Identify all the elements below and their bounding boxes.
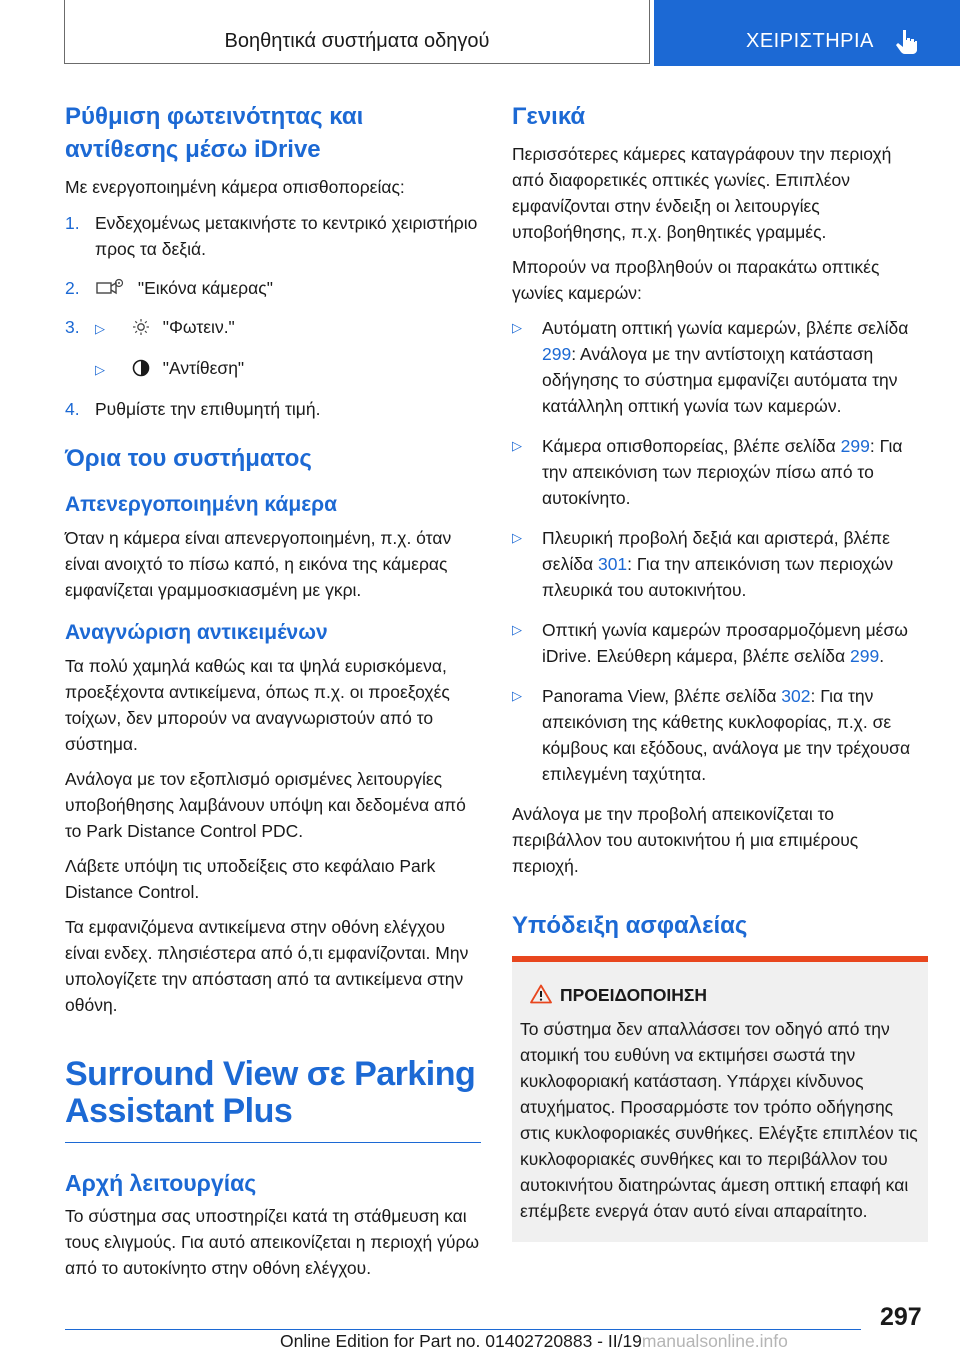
bullet-arrow-icon: ▷ xyxy=(512,438,522,453)
list-item xyxy=(512,525,928,603)
detection-paragraph: Λάβετε υπόψη τις υποδείξεις στο κεφάλαιο Park Distance Control. xyxy=(65,856,436,902)
page-reference-link[interactable]: 299 xyxy=(840,436,870,456)
brightness-contrast-heading: Ρύθμιση φωτεινότητας και αντίθεσης μέσω iDrive xyxy=(65,103,364,163)
principle-heading: Αρχή λειτουργίας xyxy=(65,1170,257,1196)
step-text: Ενδεχομένως μετακινήστε το κεντρικό χειριστήριο προς τα δεξιά. xyxy=(95,213,478,259)
camera-views-list xyxy=(512,315,928,787)
bullet-text: : Ανάλογα με την αντίστοιχη κατάσταση οδήγησης το σύστημα εμφανίζει αυτόματα την κατάλληλη οπτική γωνία των καμερών. xyxy=(542,344,898,416)
step-number: 1. xyxy=(65,213,80,233)
warning-heading xyxy=(520,982,920,1008)
bullet-text: : Για την απεικόνιση των περιοχών πλευρικά του αυτοκινήτου. xyxy=(542,554,894,600)
detection-paragraph: Τα εμφανιζόμενα αντικείμενα στην οθόνη ελέγχου είναι ενδεχ. πλησιέστερα από ό,τι εμφανίζονται. Μην υπολογίζετε την απόσταση από τα αντικείμενα στην οθόνη. xyxy=(65,917,469,1015)
right-column xyxy=(512,100,928,1242)
hand-pointer-icon xyxy=(894,28,920,54)
footer-edition xyxy=(280,1331,788,1352)
step-number: 4. xyxy=(65,399,80,419)
detection-paragraph: Ανάλογα με τον εξοπλισμό ορισμένες λειτουργίες υποβοήθησης λαμβάνουν υπόψη και δεδομένα από το Park Distance Control PDC. xyxy=(65,769,466,841)
step-number: 2. xyxy=(65,278,80,298)
intro-text: Με ενεργοποιημένη κάμερα οπισθοπορείας: xyxy=(65,177,405,197)
chapter-tab[interactable] xyxy=(654,0,960,66)
step-text: "Εικόνα κάμερας" xyxy=(137,278,273,298)
bullet-arrow-icon: ▷ xyxy=(512,530,522,545)
bullet-text: : Για την απεικόνιση της κάθετης κυκλοφορίας, π.χ. σε κόμβους και εξόδους, ανάλογα με την τρέχουσα επιλεγμένη ταχύτητα. xyxy=(542,686,911,784)
list-item xyxy=(512,433,928,511)
page-reference-link[interactable]: 299 xyxy=(849,646,880,666)
step-4 xyxy=(65,396,481,422)
step-2 xyxy=(65,275,481,301)
section-title: Βοηθητικά συστήματα οδηγού xyxy=(224,30,490,52)
general-heading: Γενικά xyxy=(512,103,586,130)
edition-text: Online Edition for Part no. 01402720883 - II/19 xyxy=(280,1331,642,1351)
list-item xyxy=(512,315,928,419)
principle-text: Το σύστημα σας υποστηρίζει κατά τη στάθμευση και τους ελιγμούς. Για αυτό απεικονίζεται η περιοχή γύρω από το αυτοκίνητο στην οθόνη ελέγχου. xyxy=(65,1206,480,1278)
object-detection-heading: Αναγνώριση αντικειμένων xyxy=(65,621,328,644)
page-number: 297 xyxy=(880,1303,922,1331)
step-3 xyxy=(65,314,481,342)
warning-text: Το σύστημα δεν απαλλάσσει τον οδηγό από την ατομική του ευθύνη να εκτιμήσει σωστά την κυκλοφοριακή κατάσταση. Υπάρχει κίνδυνος ατυχήματος. Προσαρμόστε τον τρόπο οδήγησης στις κυκλοφοριακές συνθήκες. Ελέγξτε επιπλέον τις κυκλοφοριακές συνθήκες και το περιβάλλον του αυτοκινήτου διατηρώντας άμεση οπτική επαφή και επέμβετε ενεργά όταν αυτό είναι απαραίτητο. xyxy=(520,1019,918,1221)
detection-paragraph: Τα πολύ χαμηλά καθώς και τα ψηλά ευρισκόμενα, προεξέχοντα αντικείμενα, όπως π.χ. οι προεξοχές τοίχων, δεν μπορούν να αναγνωριστούν από το σύστημα. xyxy=(65,656,450,754)
warning-triangle-icon xyxy=(530,984,552,1004)
contrast-icon xyxy=(132,359,150,377)
footer-divider xyxy=(65,1329,861,1330)
arrow-icon: ▷ xyxy=(95,321,105,336)
brightness-icon xyxy=(132,318,150,336)
deactivated-camera-heading: Απενεργοποιημένη κάμερα xyxy=(65,493,338,516)
general-paragraph: Ανάλογα με την προβολή απεικονίζεται το περιβάλλον του αυτοκινήτου ή μια επιμέρους περιοχή. xyxy=(512,804,859,876)
chapter-title: Surround View σε Parking Assistant Plus xyxy=(65,1055,476,1130)
list-item xyxy=(512,683,928,787)
warning-heading-text: ΠΡΟΕΙΔΟΠΟΙΗΣΗ xyxy=(560,985,708,1005)
step-text: "Φωτειν." xyxy=(162,317,235,337)
bullet-text: Οπτική γωνία καμερών προσαρμοζόμενη μέσω iDrive. Ελεύθερη κάμερα, βλέπε σελίδα xyxy=(542,620,908,666)
left-column xyxy=(65,100,481,1290)
page-reference-link[interactable]: 301 xyxy=(597,554,628,574)
arrow-icon: ▷ xyxy=(95,362,105,377)
bullet-text: Panorama View, βλέπε σελίδα xyxy=(542,686,782,706)
step-number: 3. xyxy=(65,317,80,337)
bullet-arrow-icon: ▷ xyxy=(512,622,522,637)
bullet-arrow-icon: ▷ xyxy=(512,320,522,335)
step-text: "Αντίθεση" xyxy=(162,358,245,378)
general-paragraph: Περισσότερες κάμερες καταγράφουν την περιοχή από διαφορετικές οπτικές γωνίες. Επιπλέον εμφανίζονται στην ένδειξη οι λειτουργίες υποβοήθησης, π.χ. βοηθητικές γραμμές. xyxy=(512,144,892,242)
bullet-text: : Για την απεικόνιση των περιοχών πίσω από το αυτοκίνητο. xyxy=(542,436,903,508)
step-1 xyxy=(65,210,481,262)
watermark: manualsonline.info xyxy=(641,1331,788,1351)
deactivated-camera-text: Όταν η κάμερα είναι απενεργοποιημένη, π.χ. όταν είναι ανοιχτό το πίσω καπό, η εικόνα της κάμερας εμφανίζεται γραμμοσκιασμένη με γκρι. xyxy=(65,528,452,600)
chapter-tab-label: ΧΕΙΡΙΣΤΗΡΙΑ xyxy=(746,30,874,52)
step-text: Ρυθμίστε την επιθυμητή τιμή. xyxy=(95,399,321,419)
chapter-heading-block xyxy=(65,1056,481,1143)
bullet-text: . xyxy=(879,646,885,666)
bullet-text: Πλευρική προβολή δεξιά και αριστερά, βλέπε σελίδα xyxy=(542,528,890,574)
steps-list xyxy=(65,210,481,422)
safety-heading: Υπόδειξη ασφαλείας xyxy=(512,912,748,939)
list-item xyxy=(512,617,928,669)
page-reference-link[interactable]: 302 xyxy=(781,686,811,706)
warning-box xyxy=(512,956,928,1242)
page-reference-link[interactable]: 299 xyxy=(542,344,572,364)
system-limits-heading: Όρια του συστήματος xyxy=(65,445,312,472)
general-paragraph: Μπορούν να προβληθούν οι παρακάτω οπτικές γωνίες καμερών: xyxy=(512,257,880,303)
camera-settings-icon xyxy=(95,277,125,297)
bullet-arrow-icon: ▷ xyxy=(512,688,522,703)
bullet-text: Αυτόματη οπτική γωνία καμερών, βλέπε σελίδα xyxy=(542,318,909,338)
step-3-sub xyxy=(65,355,481,383)
bullet-text: Κάμερα οπισθοπορείας, βλέπε σελίδα xyxy=(542,436,841,456)
